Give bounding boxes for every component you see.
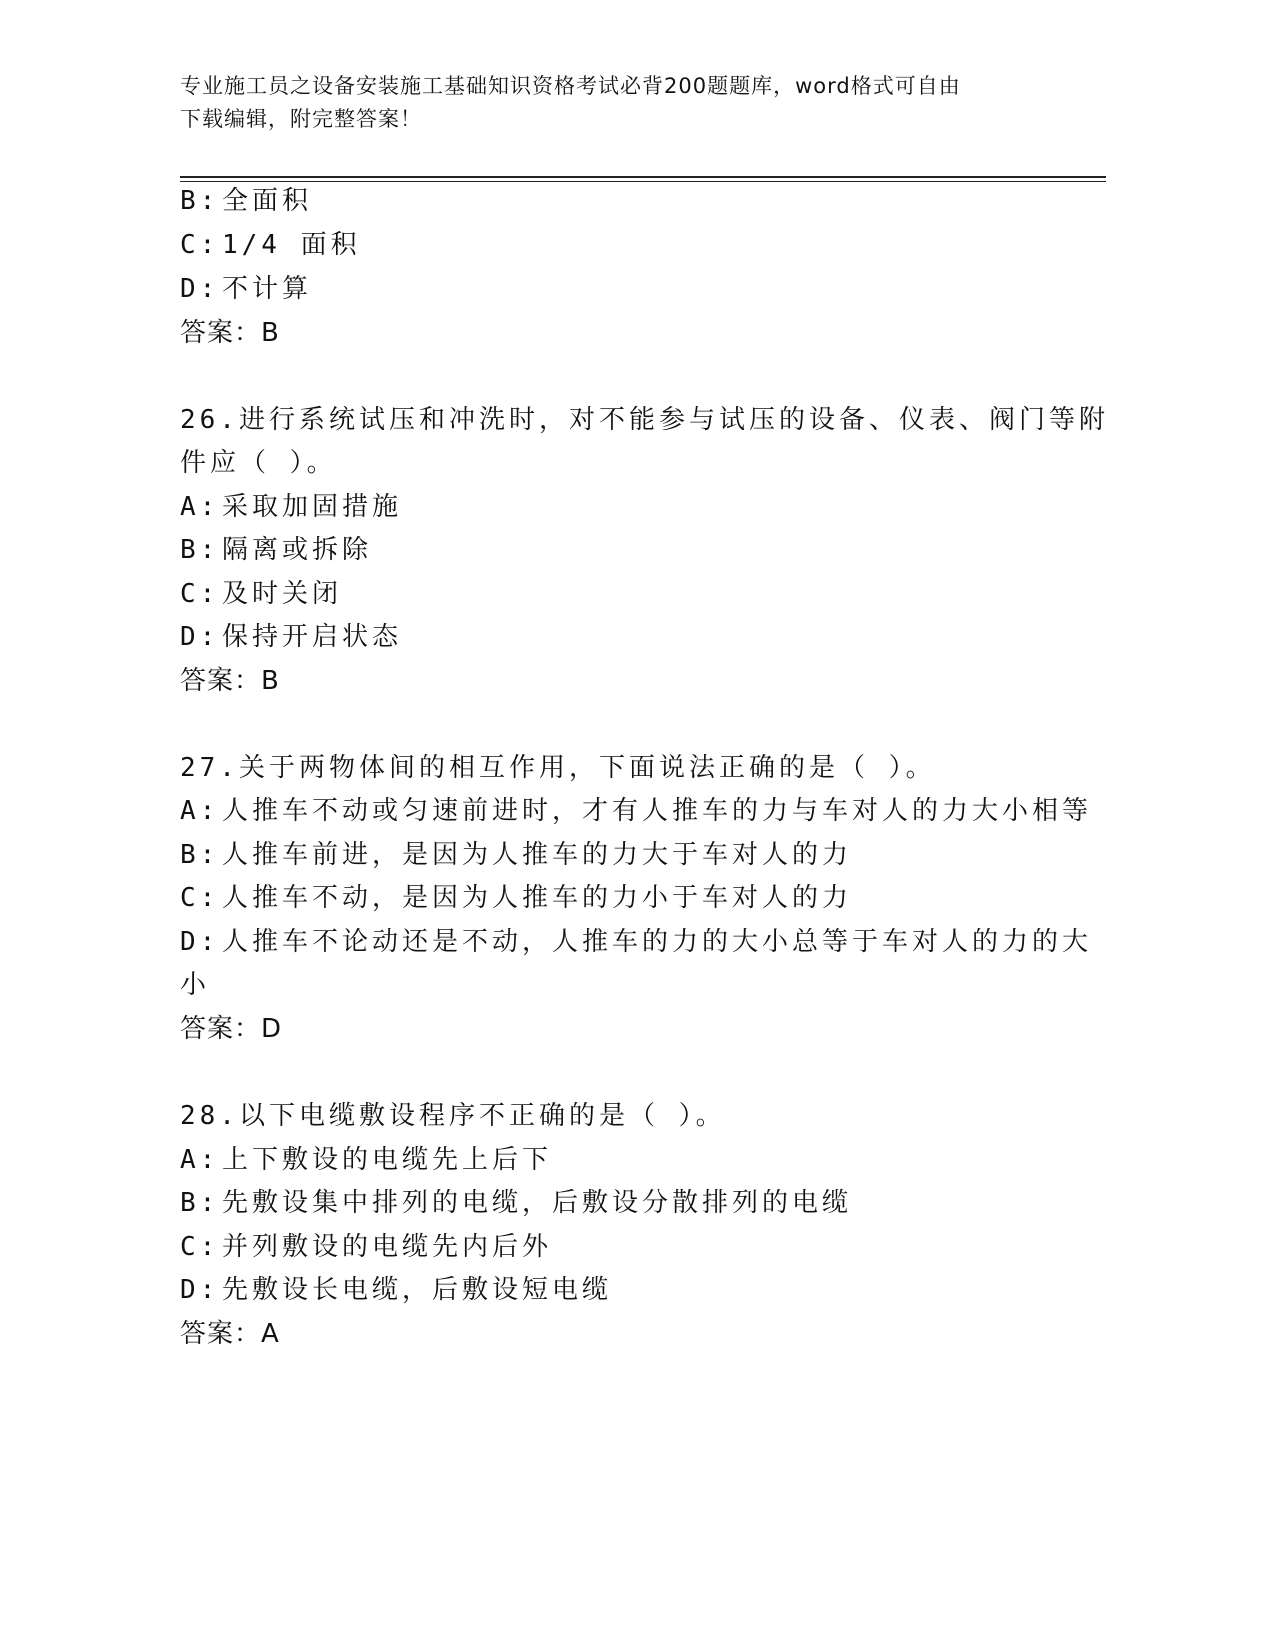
q28-stem: 28.以下电缆敷设程序不正确的是（ ）。 xyxy=(180,1101,726,1131)
option-label: A: xyxy=(180,492,220,522)
option-label: D: xyxy=(180,622,220,652)
option-label: C: xyxy=(180,883,220,913)
q28-answer: 答案：A xyxy=(180,1319,280,1349)
header-divider-thick xyxy=(180,176,1106,178)
option-text: 人推车不动或匀速前进时，才有人推车的力与车对人的力大小相等 xyxy=(222,796,1093,826)
q25-option-c xyxy=(180,228,361,262)
q25-option-b xyxy=(180,184,312,218)
q27-answer: 答案：D xyxy=(180,1014,283,1044)
q27-option-a xyxy=(180,794,1092,828)
option-label: B: xyxy=(180,535,220,565)
option-text: 采取加固措施 xyxy=(222,492,403,522)
option-text: 先敷设集中排列的电缆，后敷设分散排列的电缆 xyxy=(222,1188,853,1218)
q27-stem: 27.关于两物体间的相互作用，下面说法正确的是（ ）。 xyxy=(180,753,936,783)
option-label: B: xyxy=(180,186,220,216)
header-line-1: 专业施工员之设备安装施工基础知识资格考试必背200题题库，word格式可自由 xyxy=(180,74,961,98)
option-text: 及时关闭 xyxy=(222,579,343,609)
q26-answer: 答案：B xyxy=(180,666,280,696)
q27-option-d xyxy=(180,925,1092,959)
option-text: 上下敷设的电缆先上后下 xyxy=(222,1145,553,1175)
option-text: 1/4 面积 xyxy=(222,230,361,260)
option-label: A: xyxy=(180,1145,220,1175)
option-label: C: xyxy=(180,579,220,609)
option-text: 人推车不动，是因为人推车的力小于车对人的力 xyxy=(222,883,853,913)
option-text: 人推车前进，是因为人推车的力大于车对人的力 xyxy=(222,840,853,870)
header-line-2: 下载编辑，附完整答案！ xyxy=(180,107,422,131)
q25-option-d xyxy=(180,272,312,306)
q26-stem-line-1: 26.进行系统试压和冲洗时，对不能参与试压的设备、仪表、阀门等附 xyxy=(180,405,1109,435)
q26-option-b xyxy=(180,533,372,567)
q28-option-c xyxy=(180,1230,552,1264)
option-label: B: xyxy=(180,1188,220,1218)
q28-option-b xyxy=(180,1186,852,1220)
option-label: B: xyxy=(180,840,220,870)
q25-answer: 答案：B xyxy=(180,318,280,348)
page-header xyxy=(180,70,1080,136)
option-label: D: xyxy=(180,1275,220,1305)
q26-option-a xyxy=(180,490,402,524)
option-text: 人推车不论动还是不动，人推车的力的大小总等于车对人的力的大 xyxy=(222,927,1093,957)
q28-option-d xyxy=(180,1273,612,1307)
q28-option-a xyxy=(180,1143,552,1177)
option-label: C: xyxy=(180,1232,220,1262)
option-text: 先敷设长电缆，后敷设短电缆 xyxy=(222,1275,613,1305)
q26-option-d xyxy=(180,620,402,654)
q27-option-c xyxy=(180,881,852,915)
header-divider-thin xyxy=(180,181,1106,182)
option-label: A: xyxy=(180,796,220,826)
option-label: D: xyxy=(180,927,220,957)
q27-option-b xyxy=(180,838,852,872)
option-text: 隔离或拆除 xyxy=(222,535,373,565)
option-label: C: xyxy=(180,230,220,260)
q26-option-c xyxy=(180,577,342,611)
option-text: 并列敷设的电缆先内后外 xyxy=(222,1232,553,1262)
option-label: D: xyxy=(180,274,220,304)
q27-option-d-continued: 小 xyxy=(180,970,211,1000)
option-text: 不计算 xyxy=(222,274,313,304)
option-text: 保持开启状态 xyxy=(222,622,403,652)
q26-stem-line-2: 件应（ ）。 xyxy=(180,448,337,478)
option-text: 全面积 xyxy=(222,186,313,216)
